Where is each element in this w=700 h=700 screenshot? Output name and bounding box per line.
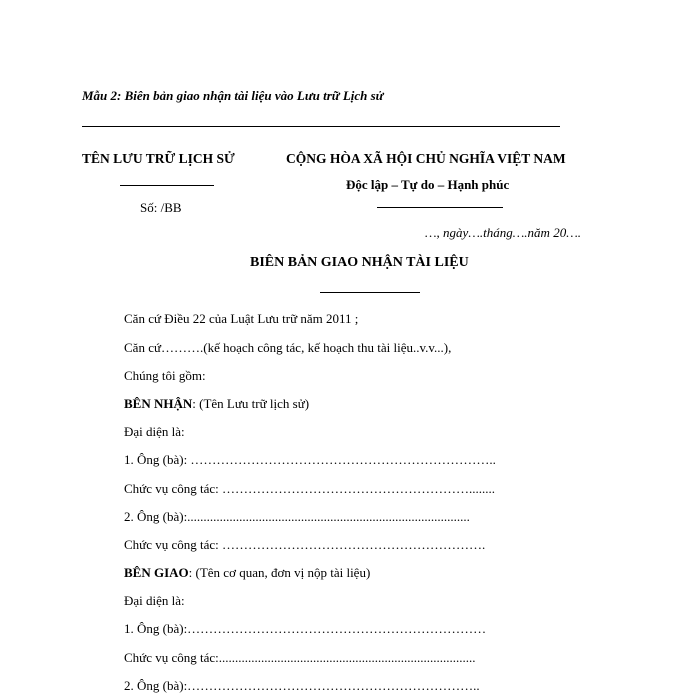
giver-person-2: 2. Ông (bà):………………………………………………………….. xyxy=(124,678,480,693)
giver-rep-label: Đại diện là: xyxy=(124,593,185,608)
document-number: Số: /BB xyxy=(140,200,182,215)
national-motto: Độc lập – Tự do – Hạnh phúc xyxy=(346,177,510,192)
receiver-position-2: Chức vụ công tác: ……………………………………………………. xyxy=(124,537,486,552)
receiver-label: BÊN NHẬN xyxy=(124,396,193,411)
giver-position-1: Chức vụ công tác:............................................................................... xyxy=(124,650,476,665)
document-title: BIÊN BẢN GIAO NHẬN TÀI LIỆU xyxy=(250,255,469,270)
basis-line-1: Căn cứ Điều 22 của Luật Lưu trữ năm 2011 ; xyxy=(124,311,359,326)
we-consist-line: Chúng tôi gồm: xyxy=(124,368,206,383)
giver-detail: : (Tên cơ quan, đơn vị nộp tài liệu) xyxy=(188,565,371,580)
receiver-line xyxy=(124,396,309,412)
org-name-underline xyxy=(120,185,214,186)
giver-label: BÊN GIAO xyxy=(124,565,189,580)
title-underline xyxy=(320,292,420,293)
republic-heading: CỘNG HÒA XÃ HỘI CHỦ NGHĨA VIỆT NAM xyxy=(286,151,566,166)
motto-underline xyxy=(377,207,503,208)
form-title: Mẫu 2: Biên bản giao nhận tài liệu vào Lưu trữ Lịch sử xyxy=(82,88,384,103)
date-line: …, ngày….tháng….năm 20…. xyxy=(425,225,582,240)
receiver-rep-label: Đại diện là: xyxy=(124,424,185,439)
receiver-person-2: 2. Ông (bà):....................................................................................... xyxy=(124,509,470,524)
receiver-position-1: Chức vụ công tác: …………………………………………………........ xyxy=(124,481,496,496)
giver-person-1: 1. Ông (bà):…………………………………………………………… xyxy=(124,621,487,636)
org-name: TÊN LƯU TRỮ LỊCH SỬ xyxy=(82,151,235,166)
receiver-detail: : (Tên Lưu trữ lịch sử) xyxy=(192,396,310,411)
receiver-person-1: 1. Ông (bà): …………………………………………………………….. xyxy=(124,452,496,467)
basis-line-2: Căn cứ……….(kế hoạch công tác, kế hoạch thu tài liệu..v.v...), xyxy=(124,340,452,355)
top-divider xyxy=(82,126,560,127)
giver-line xyxy=(124,565,370,581)
